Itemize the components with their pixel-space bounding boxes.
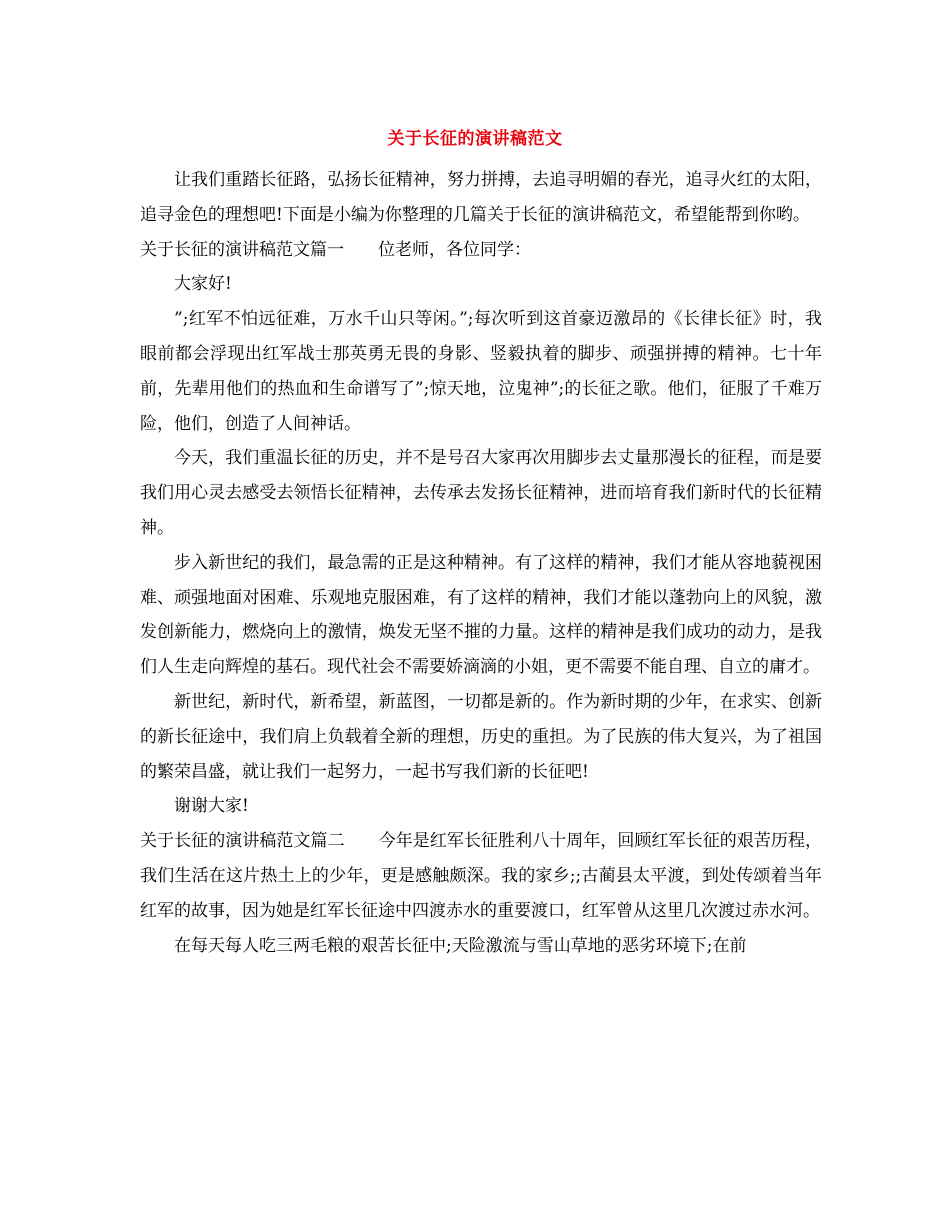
section-2-heading: 关于长征的演讲稿范文篇二 [140, 831, 345, 852]
section-1-paragraph: 新世纪，新时代，新希望，新蓝图，一切都是新的。作为新时期的少年，在求实、创新的新长征途中，我们肩上负载着全新的理想，历史的重担。为了民族的伟大复兴，为了祖国的繁荣昌盛，就让我们一起努力，一起书写我们新的长征吧! [140, 691, 822, 782]
section-1-opening [140, 233, 822, 268]
section-2-opening [140, 824, 822, 928]
section-1-greeting: 大家好! [174, 274, 232, 295]
intro-paragraph: 让我们重踏长征路，弘扬长征精神，努力拼搏，去追寻明媚的春光，追寻火红的太阳，追寻金色的理想吧!下面是小编为你整理的几篇关于长征的演讲稿范文，希望能帮到你哟。 [140, 170, 822, 225]
document-body [140, 163, 822, 963]
section-1-closing: 谢谢大家! [174, 796, 249, 817]
section-2-text: 今年是红军长征胜利八十周年，回顾红军长征的艰苦历程，我们生活在这片热土上的少年，更是感触颇深。我的家乡;;古蔺县太平渡，到处传颂着当年红军的故事，因为她是红军长征途中四渡赤水的重要渡口，红军曾从这里几次渡过赤水河。 [140, 831, 823, 921]
section-1-paragraph: 今天，我们重温长征的历史，并不是号召大家再次用脚步去丈量那漫长的征程，而是要我们用心灵去感受去领悟长征精神，去传承去发扬长征精神，进而培育我们新时代的长征精神。 [140, 448, 822, 538]
section-1-salutation: 位老师，各位同学： [378, 239, 531, 260]
section-2-paragraph: 在每天每人吃三两毛粮的艰苦长征中;天险激流与雪山草地的恶劣环境下;在前 [174, 935, 747, 956]
section-1-paragraph: ”;红军不怕远征难，万水千山只等闲。”;每次听到这首豪迈激昂的《长律长征》时，我眼前都会浮现出红军战士那英勇无畏的身影、竖毅执着的脚步、顽强拼搏的精神。七十年前，先辈用他们的热血和生命谱写了”;惊天地，泣鬼神”;的长征之歌。他们，征服了千难万险，他们，创造了人间神话。 [140, 309, 822, 434]
section-1-heading: 关于长征的演讲稿范文篇一 [140, 239, 344, 260]
document-title: 关于长征的演讲稿范文 [387, 129, 563, 149]
section-1-paragraph: 步入新世纪的我们，最急需的正是这种精神。有了这样的精神，我们才能从容地藐视困难、顽强地面对困难、乐观地克服困难，有了这样的精神，我们才能以蓬勃向上的风貌，激发创新能力，燃烧向上的激情，焕发无坚不摧的力量。这样的精神是我们成功的动力，是我们人生走向辉煌的基石。现代社会不需要娇滴滴的小姐，更不需要不能自理、自立的庸才。 [140, 552, 822, 678]
